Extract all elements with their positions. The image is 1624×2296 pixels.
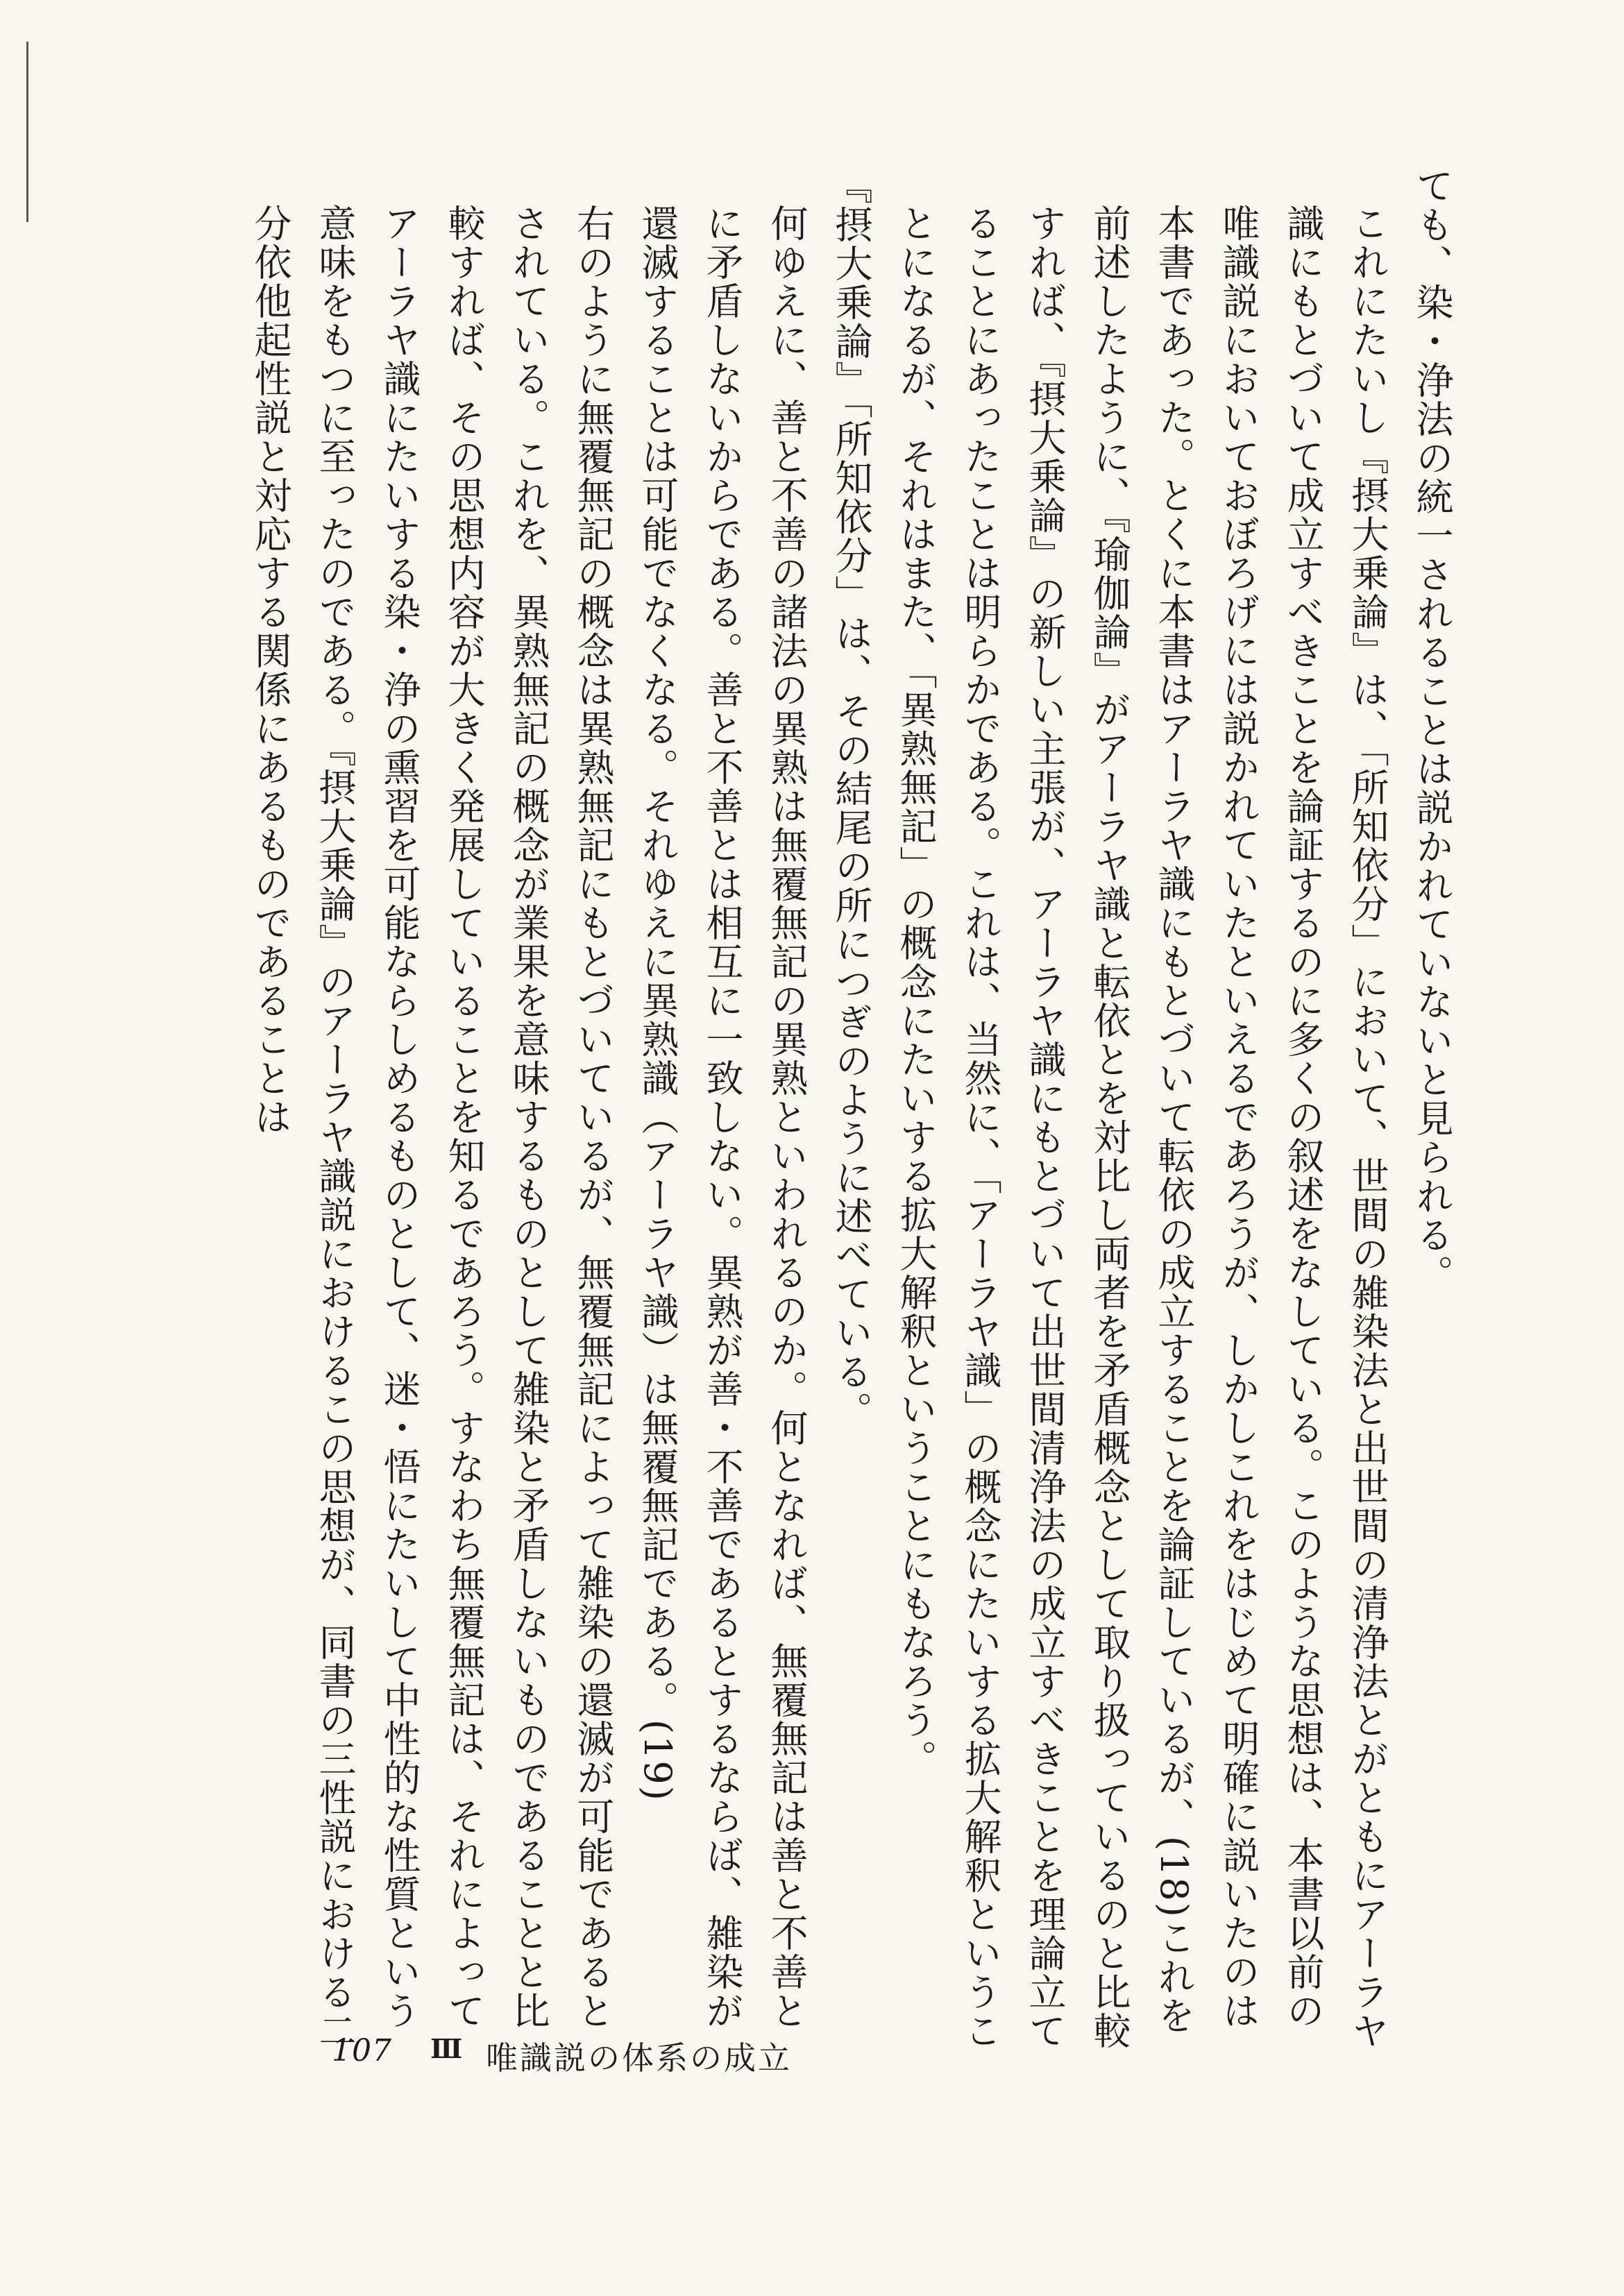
paragraph-continuation: ても、染・浄法の統一されることは説かれていないと見られる。 bbox=[1410, 167, 1454, 1293]
paragraph-quote-intro: 『摂大乗論』「所知依分」は、その結尾の所につぎのように述べている。 bbox=[829, 167, 873, 1430]
page-number: 107 bbox=[332, 2033, 392, 2068]
paragraph-mahayana-samgraha: これにたいし『摂大乗論』は、「所知依分」において、世間の雑染法と出世間の清浄法とがともにアーラヤ識にもとづいて成立すべきことを論証するのに多くの叙述をなしている。このような思想は、本書以前の唯識説においておぼろげには説かれていたといえるであろうが、しかしこれをはじめて明確に説いたのは本書であった。とくに本書はアーラヤ識にもとづいて転依の成立することを論証しているが、(18)これを前述したように、『瑜伽論』がアーラヤ識と転依とを対比し両者を矛盾概念として取り扱っているのと比較すれば、『摂大乗論』の新しい主張が、アーラヤ識にもとづいて出世間清浄法の成立すべきことを理論立てることにあったことは明らかである。これは、当然に、「アーラヤ識」の概念にたいする拡大解釈ということになるが、それはまた、「異熟無記」の概念にたいする拡大解釈ということにもなろう。 bbox=[894, 204, 1389, 2050]
running-head: 唯識説の体系の成立 bbox=[486, 2039, 792, 2077]
binding-edge-mark bbox=[26, 42, 28, 222]
chapter-numeral: Ⅲ bbox=[430, 2033, 463, 2064]
paragraph-analysis: 右のように無覆無記の概念は異熟無記にもとづいているが、無覆無記によって雑染の還滅が可能であるとされている。これを、異熟無記の概念が業果を意味するものとして雑染と矛盾しないものであることと比較すれば、その思想内容が大きく発展していることを知るであろう。すなわち無覆無記は、それによってアーラヤ識にたいする染・浄の熏習を可能ならしめるものとして、迷・悟にたいして中性的な性質という意味をもつに至ったのである。『摂大乗論』のアーラヤ識説におけるこの思想が、同書の三性説における二分依他起性説と対応する関係にあるものであることは bbox=[248, 204, 615, 2050]
vertical-body-text bbox=[248, 167, 1464, 2061]
paragraph-block-quote: 何ゆえに、善と不善の諸法の異熟は無覆無記の異熟といわれるのか。何となれば、無覆無記は善と不善とに矛盾しないからである。善と不善とは相互に一致しない。異熟が善・不善であるとするならば、雑染が還滅することは可能でなくなる。それゆえに異熟識（アーラヤ識）は無覆無記である。(19) bbox=[636, 204, 809, 2030]
page-footer bbox=[0, 2033, 1624, 2089]
